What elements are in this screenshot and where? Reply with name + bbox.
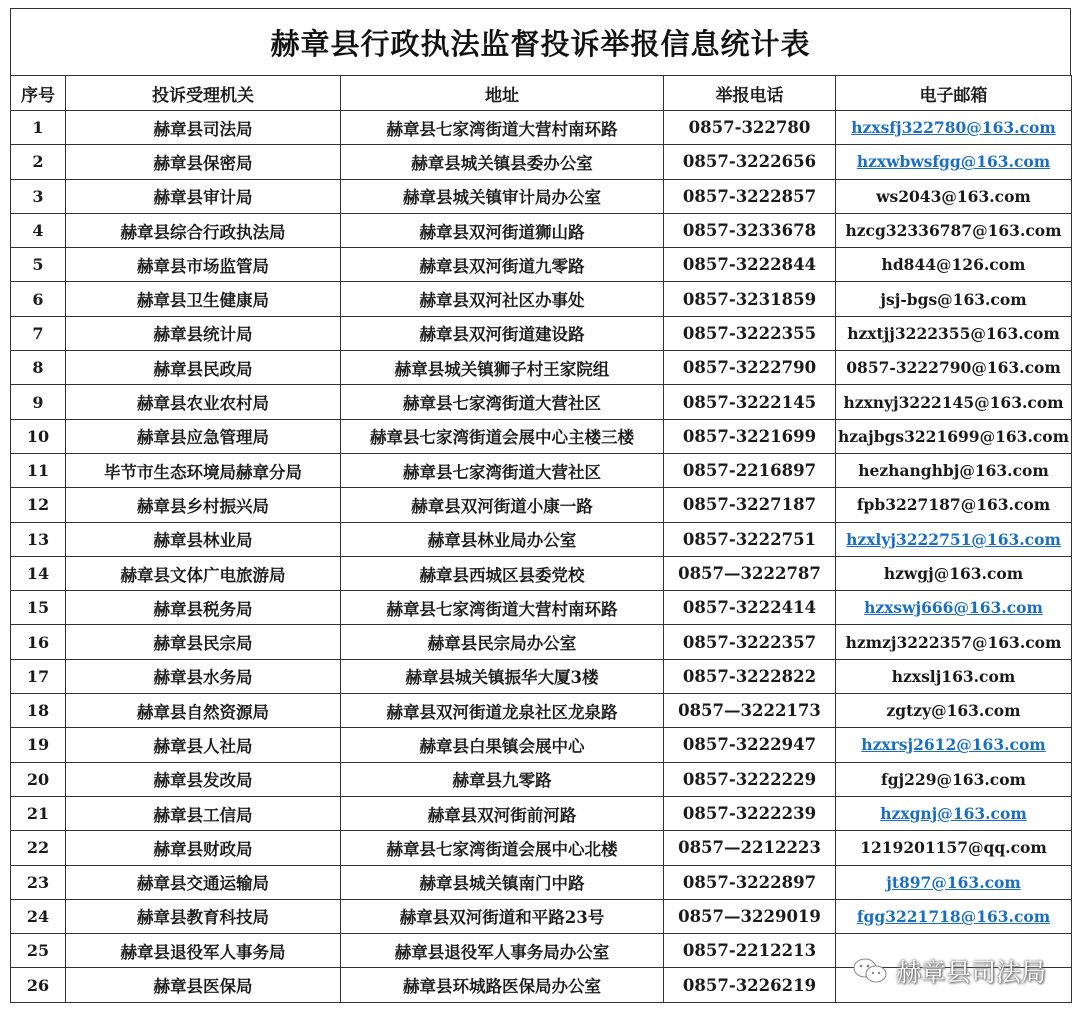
row-phone: 0857-3222844 (664, 248, 836, 282)
row-index: 16 (11, 625, 66, 659)
row-agency: 赫章县司法局 (66, 111, 341, 145)
row-address: 赫章县林业局办公室 (341, 522, 664, 556)
row-address: 赫章县民宗局办公室 (341, 625, 664, 659)
row-address: 赫章县七家湾街道大营社区 (341, 453, 664, 487)
row-phone: 0857-3222145 (664, 385, 836, 419)
row-phone: 0857-3222357 (664, 625, 836, 659)
row-index: 21 (11, 796, 66, 830)
table-row (11, 453, 1072, 487)
row-address: 赫章县双河街道龙泉社区龙泉路 (341, 694, 664, 728)
row-address: 赫章县西城区县委党校 (341, 556, 664, 590)
table-row (11, 179, 1072, 213)
email-link[interactable]: jt897@163.com (886, 872, 1021, 892)
table-row (11, 351, 1072, 385)
row-agency: 赫章县林业局 (66, 522, 341, 556)
table-row (11, 556, 1072, 590)
row-address: 赫章县双河街道建设路 (341, 316, 664, 350)
row-index: 26 (11, 968, 66, 1002)
row-index: 17 (11, 659, 66, 693)
header-phone: 举报电话 (664, 76, 836, 111)
row-address: 赫章县城关镇振华大厦3楼 (341, 659, 664, 693)
row-email (836, 522, 1072, 556)
table-row (11, 213, 1072, 247)
row-index: 13 (11, 522, 66, 556)
row-agency: 赫章县民宗局 (66, 625, 341, 659)
row-phone: 0857-3222822 (664, 659, 836, 693)
row-phone: 0857-2216897 (664, 453, 836, 487)
row-index: 24 (11, 899, 66, 933)
table-row (11, 419, 1072, 453)
row-index: 14 (11, 556, 66, 590)
row-phone: 0857-3227187 (664, 488, 836, 522)
table-row (11, 762, 1072, 796)
table-row (11, 728, 1072, 762)
row-agency: 赫章县财政局 (66, 831, 341, 865)
table-row (11, 659, 1072, 693)
row-index: 2 (11, 145, 66, 179)
row-email: hzxslj163.com (836, 659, 1072, 693)
table-row (11, 145, 1072, 179)
row-agency: 赫章县农业农村局 (66, 385, 341, 419)
row-agency: 赫章县人社局 (66, 728, 341, 762)
table-row (11, 694, 1072, 728)
email-link[interactable]: hzxgnj@163.com (880, 804, 1027, 824)
row-agency: 赫章县文体广电旅游局 (66, 556, 341, 590)
row-address: 赫章县七家湾街道会展中心北楼 (341, 831, 664, 865)
email-link[interactable]: hzxlyj3222751@163.com (846, 529, 1061, 549)
info-table (10, 75, 1072, 1003)
row-phone: 0857-3222355 (664, 316, 836, 350)
table-row (11, 316, 1072, 350)
row-email (836, 796, 1072, 830)
row-email: 1219201157@qq.com (836, 831, 1072, 865)
row-address: 赫章县双河社区办事处 (341, 282, 664, 316)
row-phone: 0857-3222857 (664, 179, 836, 213)
row-agency: 赫章县统计局 (66, 316, 341, 350)
row-phone: 0857-3222947 (664, 728, 836, 762)
row-email: fpb3227187@163.com (836, 488, 1072, 522)
row-phone: 0857-322780 (664, 111, 836, 145)
row-address: 赫章县双河街道狮山路 (341, 213, 664, 247)
table-row (11, 796, 1072, 830)
row-email: hzwgj@163.com (836, 556, 1072, 590)
row-email: hzxtjj3222355@163.com (836, 316, 1072, 350)
row-index: 1 (11, 111, 66, 145)
table-row (11, 591, 1072, 625)
row-email: hzxnyj3222145@163.com (836, 385, 1072, 419)
row-index: 8 (11, 351, 66, 385)
row-index: 15 (11, 591, 66, 625)
row-email (836, 591, 1072, 625)
watermark-text: 赫章县司法局 (895, 958, 1046, 987)
row-address: 赫章县双河街前河路 (341, 796, 664, 830)
row-agency: 赫章县保密局 (66, 145, 341, 179)
row-email: hzajbgs3221699@163.com (836, 419, 1072, 453)
table-row (11, 282, 1072, 316)
row-email: hzmzj3222357@163.com (836, 625, 1072, 659)
row-email: fgj229@163.com (836, 762, 1072, 796)
table-row (11, 899, 1072, 933)
row-address: 赫章县环城路医保局办公室 (341, 968, 664, 1002)
email-link[interactable]: hzxswj666@163.com (864, 598, 1043, 618)
row-email (836, 899, 1072, 933)
row-email: zgtzy@163.com (836, 694, 1072, 728)
row-address: 赫章县双河街道小康一路 (341, 488, 664, 522)
email-link[interactable]: fgg3221718@163.com (856, 906, 1051, 926)
row-agency: 赫章县综合行政执法局 (66, 213, 341, 247)
row-phone: 0857-3233678 (664, 213, 836, 247)
row-address: 赫章县七家湾街道大营村南环路 (341, 111, 664, 145)
row-agency: 赫章县乡村振兴局 (66, 488, 341, 522)
row-email: hzcg32336787@163.com (836, 213, 1072, 247)
row-index: 25 (11, 934, 66, 968)
row-agency: 赫章县审计局 (66, 179, 341, 213)
row-agency: 赫章县应急管理局 (66, 419, 341, 453)
row-index: 22 (11, 831, 66, 865)
row-address: 赫章县七家湾街道大营村南环路 (341, 591, 664, 625)
row-address: 赫章县七家湾街道会展中心主楼三楼 (341, 419, 664, 453)
row-index: 18 (11, 694, 66, 728)
header-email: 电子邮箱 (836, 76, 1072, 111)
row-phone: 0857-3222229 (664, 762, 836, 796)
table-row (11, 522, 1072, 556)
row-agency: 赫章县水务局 (66, 659, 341, 693)
row-email (836, 111, 1072, 145)
row-email: ws2043@163.com (836, 179, 1072, 213)
table-row (11, 111, 1072, 145)
row-index: 5 (11, 248, 66, 282)
row-email: 0857-3222790@163.com (836, 351, 1072, 385)
row-agency: 赫章县税务局 (66, 591, 341, 625)
table-row (11, 488, 1072, 522)
header-address: 地址 (341, 76, 664, 111)
row-address: 赫章县退役军人事务局办公室 (341, 934, 664, 968)
row-address: 赫章县双河街道九零路 (341, 248, 664, 282)
row-agency: 赫章县工信局 (66, 796, 341, 830)
row-index: 23 (11, 865, 66, 899)
row-address: 赫章县七家湾街道大营社区 (341, 385, 664, 419)
row-address: 赫章县城关镇审计局办公室 (341, 179, 664, 213)
row-agency: 赫章县市场监管局 (66, 248, 341, 282)
row-phone: 0857-3222897 (664, 865, 836, 899)
row-email: jsj-bgs@163.com (836, 282, 1072, 316)
sheet-title: 赫章县行政执法监督投诉举报信息统计表 (10, 8, 1071, 75)
row-index: 7 (11, 316, 66, 350)
header-agency: 投诉受理机关 (66, 76, 341, 111)
row-address: 赫章县白果镇会展中心 (341, 728, 664, 762)
row-phone: 0857—2212223 (664, 831, 836, 865)
row-index: 20 (11, 762, 66, 796)
row-address: 赫章县城关镇狮子村王家院组 (341, 351, 664, 385)
row-phone: 0857-2212213 (664, 934, 836, 968)
email-link[interactable]: hzxwbwsfgg@163.com (856, 152, 1051, 172)
row-index: 3 (11, 179, 66, 213)
row-agency: 赫章县交通运输局 (66, 865, 341, 899)
row-phone: 0857-3221699 (664, 419, 836, 453)
row-address: 赫章县城关镇南门中路 (341, 865, 664, 899)
watermark (852, 953, 1046, 989)
row-agency: 毕节市生态环境局赫章分局 (66, 453, 341, 487)
table-row (11, 865, 1072, 899)
row-address: 赫章县九零路 (341, 762, 664, 796)
row-agency: 赫章县医保局 (66, 968, 341, 1002)
row-agency: 赫章县卫生健康局 (66, 282, 341, 316)
row-email (836, 145, 1072, 179)
row-phone: 0857—3229019 (664, 899, 836, 933)
row-index: 10 (11, 419, 66, 453)
row-email (836, 728, 1072, 762)
wechat-icon (852, 957, 888, 985)
row-index: 9 (11, 385, 66, 419)
table-body (11, 111, 1072, 1003)
row-email (836, 865, 1072, 899)
row-address: 赫章县城关镇县委办公室 (341, 145, 664, 179)
statistics-sheet (10, 8, 1071, 1004)
row-phone: 0857-3222656 (664, 145, 836, 179)
row-agency: 赫章县民政局 (66, 351, 341, 385)
row-phone: 0857-3222414 (664, 591, 836, 625)
table-row (11, 625, 1072, 659)
row-phone: 0857-3226219 (664, 968, 836, 1002)
row-phone: 0857-3222790 (664, 351, 836, 385)
row-phone: 0857-3222751 (664, 522, 836, 556)
row-agency: 赫章县退役军人事务局 (66, 934, 341, 968)
row-phone: 0857—3222787 (664, 556, 836, 590)
row-index: 4 (11, 213, 66, 247)
row-phone: 0857-3231859 (664, 282, 836, 316)
row-email: hezhanghbj@163.com (836, 453, 1072, 487)
row-email: hd844@126.com (836, 248, 1072, 282)
row-index: 12 (11, 488, 66, 522)
row-index: 6 (11, 282, 66, 316)
row-index: 11 (11, 453, 66, 487)
row-agency: 赫章县发改局 (66, 762, 341, 796)
header-index: 序号 (11, 76, 66, 111)
table-row (11, 248, 1072, 282)
email-link[interactable]: hzxsfj322780@163.com (851, 118, 1056, 138)
row-agency: 赫章县教育科技局 (66, 899, 341, 933)
table-row (11, 831, 1072, 865)
row-index: 19 (11, 728, 66, 762)
table-row (11, 385, 1072, 419)
email-link[interactable]: hzxrsj2612@163.com (861, 735, 1046, 755)
row-address: 赫章县双河街道和平路23号 (341, 899, 664, 933)
row-phone: 0857—3222173 (664, 694, 836, 728)
row-agency: 赫章县自然资源局 (66, 694, 341, 728)
header-row (11, 76, 1072, 111)
row-phone: 0857-3222239 (664, 796, 836, 830)
